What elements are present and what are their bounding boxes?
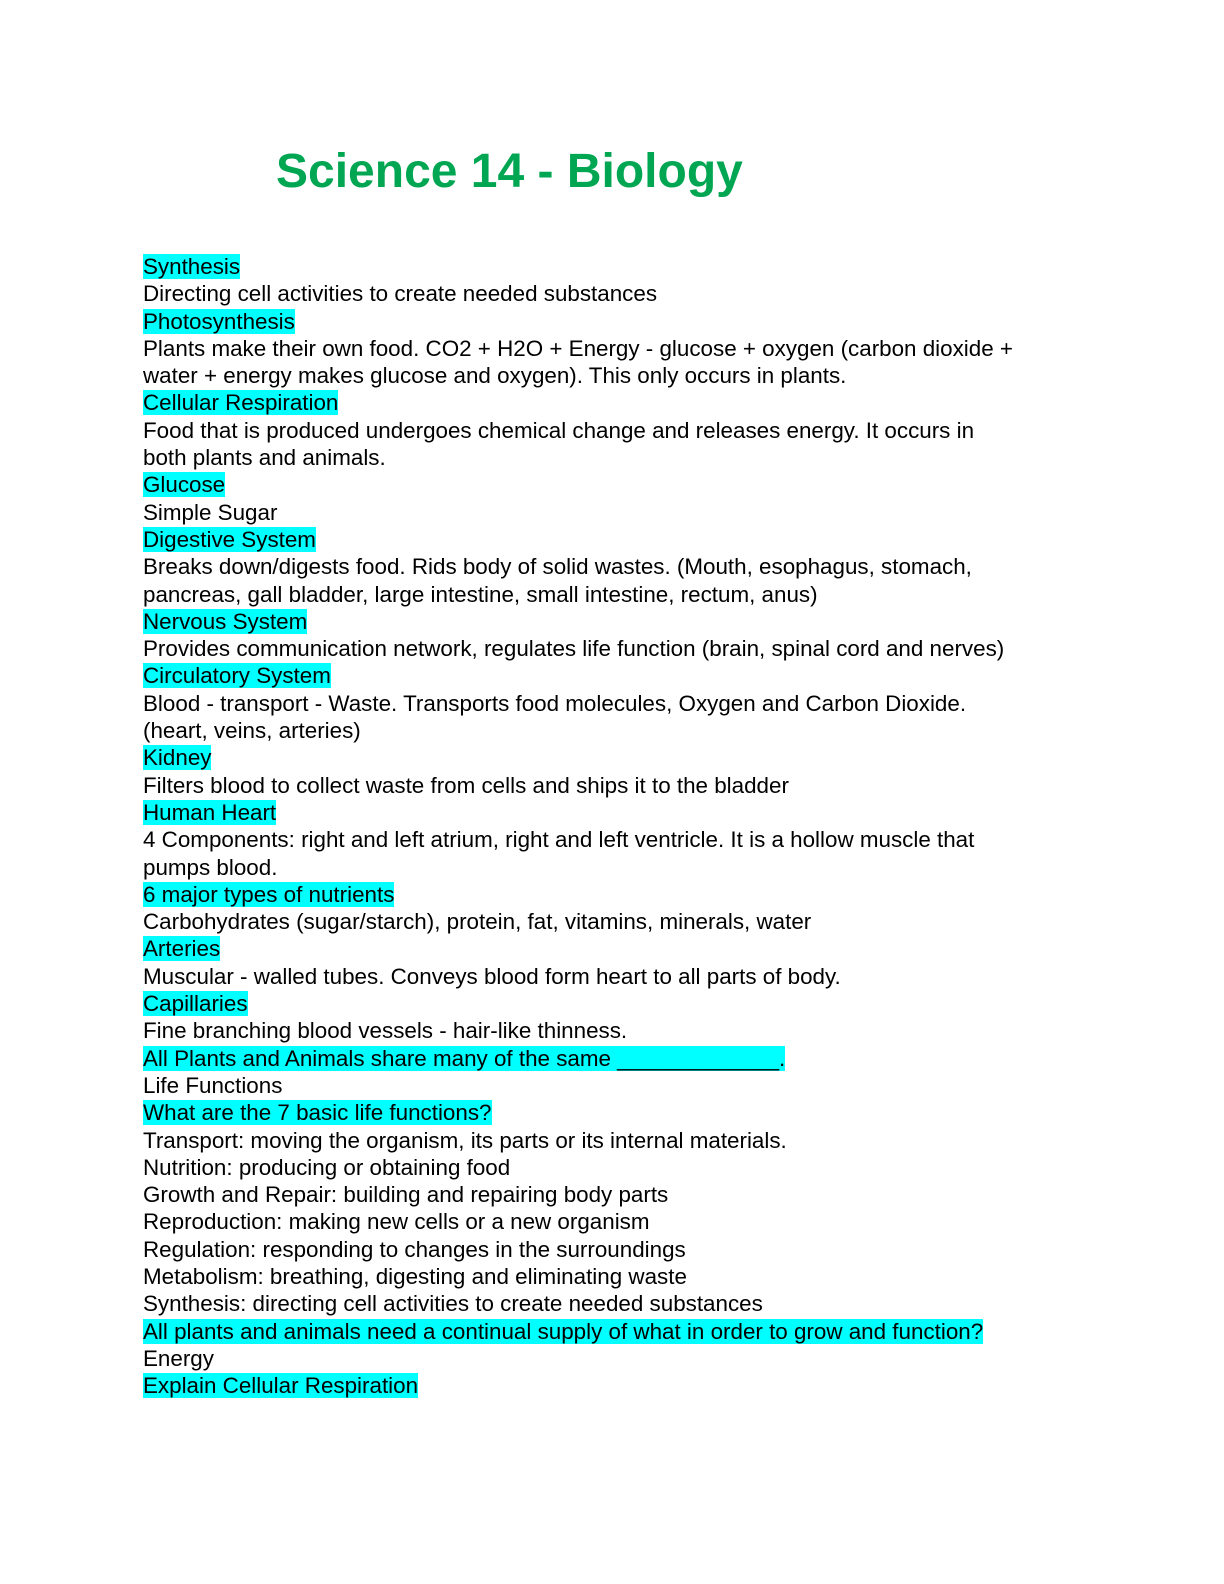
definition-line: Blood - transport - Waste. Transports food molecules, Oxygen and Carbon Dioxide. [143,690,967,716]
term-heading: Explain Cellular Respiration [143,1373,419,1399]
definition-line: Transport: moving the organism, its parts or its internal materials. [143,1127,787,1153]
term-heading: What are the 7 basic life functions? [143,1100,492,1126]
term-line [143,662,1143,689]
term-line [143,990,1143,1017]
term-heading: Human Heart [143,799,277,825]
term-heading: Cellular Respiration [143,390,339,416]
definition-line: Synthesis: directing cell activities to create needed substances [143,1291,763,1317]
definition-line: pancreas, gall bladder, large intestine, small intestine, rectum, anus) [143,581,818,607]
definition-line: (heart, veins, arteries) [143,718,361,744]
term-heading: Kidney [143,745,212,771]
definition-line: Growth and Repair: building and repairing body parts [143,1182,669,1208]
term-line [143,881,1143,908]
definition-line: Carbohydrates (sugar/starch), protein, fat, vitamins, minerals, water [143,909,812,935]
definition-line: both plants and animals. [143,445,386,471]
term-heading: All Plants and Animals share many of the same _____________. [143,1045,786,1071]
term-heading: Synthesis [143,254,241,279]
definition-line: Nutrition: producing or obtaining food [143,1154,511,1180]
definition-line: Metabolism: breathing, digesting and eliminating waste [143,1263,687,1289]
page-title: Science 14 - Biology [276,145,743,198]
definition-line: Provides communication network, regulates life function (brain, spinal cord and nerves) [143,636,1005,662]
term-line [143,389,1143,416]
term-line [143,744,1143,771]
term-line [143,935,1143,962]
term-heading: All plants and animals need a continual supply of what in order to grow and function? [143,1318,984,1344]
flashcard-list [143,253,1143,1399]
term-line [143,526,1143,553]
term-heading: Circulatory System [143,663,331,689]
definition-line: Food that is produced undergoes chemical change and releases energy. It occurs in [143,417,975,443]
term-line [143,1045,1143,1072]
definition-line: Reproduction: making new cells or a new organism [143,1209,650,1235]
term-line [143,253,1143,280]
term-line [143,608,1143,635]
definition-line: Life Functions [143,1072,283,1098]
definition-line: 4 Components: right and left atrium, right and left ventricle. It is a hollow muscle that [143,827,975,853]
definition-line: Fine branching blood vessels - hair-like thinness. [143,1018,628,1044]
term-heading: Glucose [143,472,226,498]
term-heading: Arteries [143,936,221,962]
definition-line: water + energy makes glucose and oxygen). This only occurs in plants. [143,363,847,389]
definition-line: Simple Sugar [143,499,278,525]
definition-line: Muscular - walled tubes. Conveys blood form heart to all parts of body. [143,963,841,989]
definition-line: Energy [143,1345,214,1371]
term-line [143,471,1143,498]
term-line [143,308,1143,335]
term-heading: Photosynthesis [143,308,295,334]
term-heading: Capillaries [143,991,248,1017]
term-line [143,799,1143,826]
definition-line: Directing cell activities to create needed substances [143,281,658,307]
term-line [143,1372,1143,1399]
term-heading: 6 major types of nutrients [143,881,395,907]
definition-line: pumps blood. [143,854,278,880]
definition-line: Regulation: responding to changes in the surroundings [143,1236,686,1262]
definition-line: Breaks down/digests food. Rids body of solid wastes. (Mouth, esophagus, stomach, [143,554,972,580]
term-line [143,1318,1143,1345]
term-heading: Nervous System [143,608,308,634]
term-line [143,1099,1143,1126]
term-heading: Digestive System [143,526,316,552]
definition-line: Filters blood to collect waste from cells and ships it to the bladder [143,772,789,798]
definition-line: Plants make their own food. CO2 + H2O + Energy - glucose + oxygen (carbon dioxide + [143,335,1013,361]
